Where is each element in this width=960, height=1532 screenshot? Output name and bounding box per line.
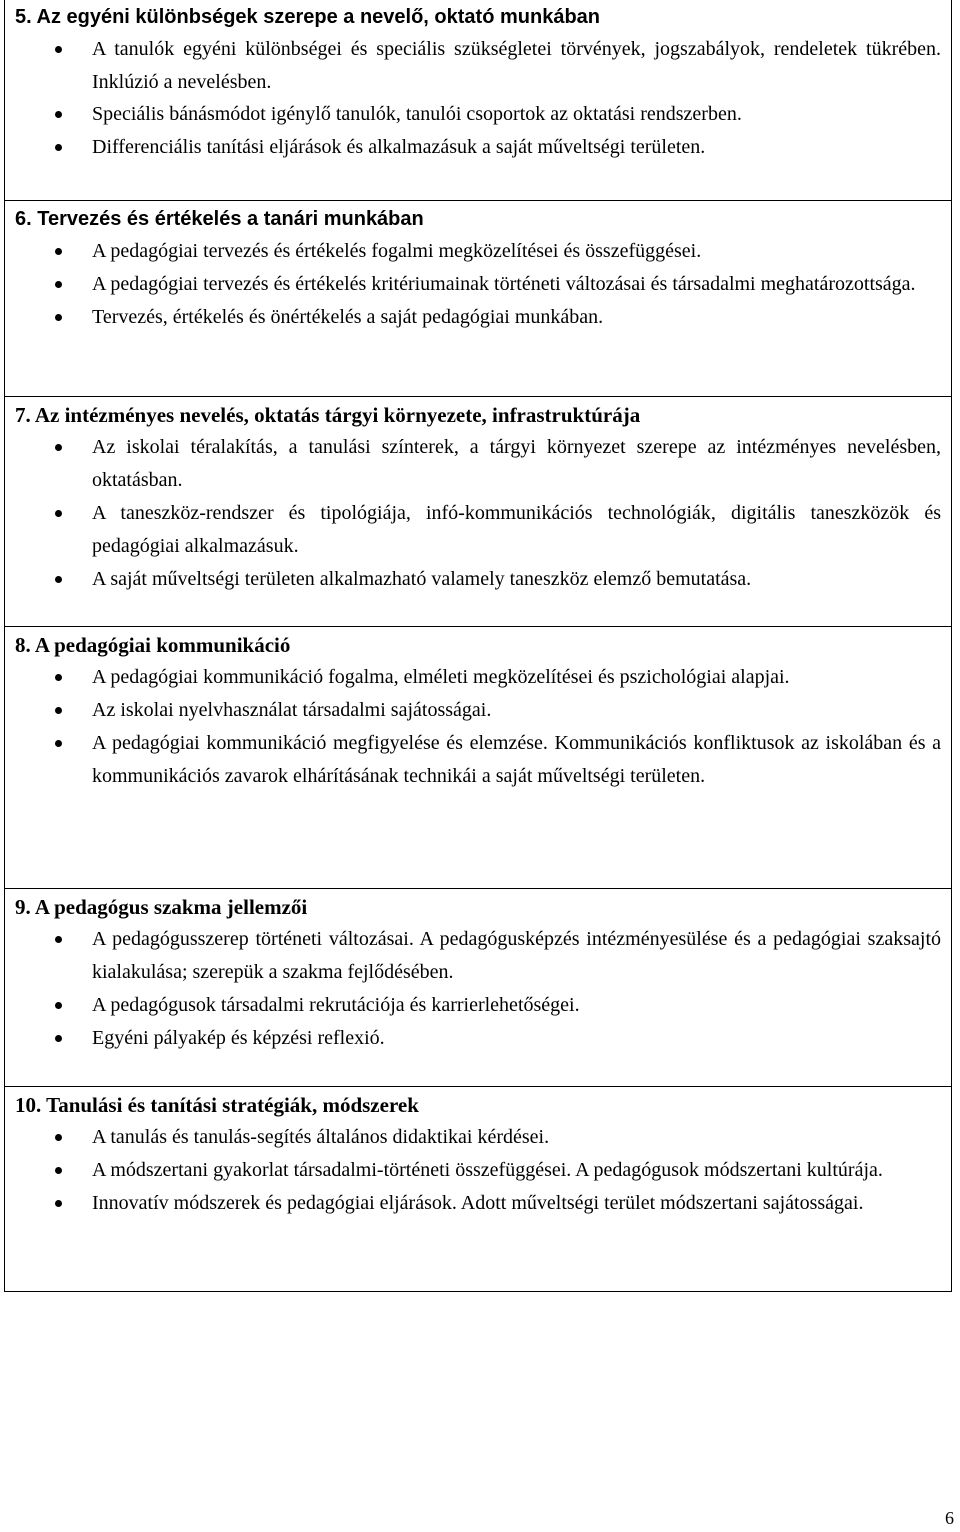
list-item-text: A tanulók egyéni különbségei és speciális szükségletei törvények, jogszabályok, rendeletek tükrében. Inklúzió a nevelésben. <box>92 38 941 93</box>
list-item <box>15 33 941 98</box>
bullet-icon <box>55 111 62 118</box>
bullet-icon <box>55 281 62 288</box>
list-item-text: Egyéni pályakép és képzési reflexió. <box>92 1027 385 1049</box>
bullet-list <box>15 33 941 163</box>
page-number: 6 <box>945 1508 954 1528</box>
list-item <box>15 727 941 793</box>
bullet-icon <box>55 674 62 681</box>
list-item-text: A pedagógusszerep történeti változásai. A pedagógusképzés intézményesülése és a pedagógiai szaksajtó kialakulása; szerepük a szakma fejlődésében. <box>92 928 941 983</box>
section-title: 6. Tervezés és értékelés a tanári munkában <box>15 208 424 230</box>
list-item <box>15 989 941 1022</box>
list-item <box>15 563 941 596</box>
list-item <box>15 1121 941 1154</box>
bullet-icon <box>55 576 62 583</box>
list-item <box>15 497 941 563</box>
bullet-icon <box>55 144 62 151</box>
bullet-icon <box>55 936 62 943</box>
bullet-icon <box>55 1035 62 1042</box>
bullet-icon <box>55 1134 62 1141</box>
section-7 <box>5 396 951 626</box>
bullet-icon <box>55 314 62 321</box>
list-item-text: A taneszköz-rendszer és tipológiája, infó-kommunikációs technológiák, digitális taneszközök és pedagógiai alkalmazásuk. <box>92 502 941 557</box>
section-6 <box>5 200 951 396</box>
list-item <box>15 1154 941 1187</box>
list-item-text: A pedagógusok társadalmi rekrutációja és karrierlehetőségei. <box>92 994 580 1016</box>
section-5 <box>5 0 951 200</box>
bullet-list <box>15 1121 941 1220</box>
section-title: 9. A pedagógus szakma jellemzői <box>15 895 308 919</box>
section-8 <box>5 626 951 888</box>
section-10 <box>5 1086 951 1291</box>
list-item-text: Tervezés, értékelés és önértékelés a saját pedagógiai munkában. <box>92 306 604 328</box>
list-item <box>15 301 941 334</box>
bullet-icon <box>55 1002 62 1009</box>
bullet-list <box>15 431 941 596</box>
list-item <box>15 431 941 497</box>
bullet-list <box>15 235 941 334</box>
section-title: 7. Az intézményes nevelés, oktatás tárgyi környezete, infrastruktúrája <box>15 403 641 427</box>
list-item-text: Az iskolai téralakítás, a tanulási színterek, a tárgyi környezet szerepe az intézményes nevelésben, oktatásban. <box>92 436 941 491</box>
section-title: 8. A pedagógiai kommunikáció <box>15 633 291 657</box>
bullet-list <box>15 661 941 793</box>
section-title: 10. Tanulási és tanítási stratégiák, módszerek <box>15 1093 419 1117</box>
bullet-icon <box>55 707 62 714</box>
list-item-text: A tanulás és tanulás-segítés általános didaktikai kérdései. <box>92 1126 550 1148</box>
list-item <box>15 235 941 268</box>
bullet-icon <box>55 46 62 53</box>
list-item <box>15 694 941 727</box>
list-item <box>15 268 941 301</box>
bullet-icon <box>55 510 62 517</box>
bullet-icon <box>55 1167 62 1174</box>
bullet-icon <box>55 740 62 747</box>
list-item-text: Az iskolai nyelvhasználat társadalmi sajátosságai. <box>92 699 492 721</box>
topics-table <box>4 0 952 1292</box>
list-item <box>15 131 941 164</box>
bullet-icon <box>55 1200 62 1207</box>
bullet-icon <box>55 444 62 451</box>
list-item-text: Differenciális tanítási eljárások és alkalmazásuk a saját műveltségi területen. <box>92 135 706 158</box>
list-item <box>15 1187 941 1220</box>
section-9 <box>5 888 951 1086</box>
list-item-text: A pedagógiai kommunikáció fogalma, elméleti megközelítései és pszichológiai alapjai. <box>92 666 790 688</box>
bullet-icon <box>55 248 62 255</box>
section-title: 5. Az egyéni különbségek szerepe a nevelő, oktató munkában <box>15 6 600 28</box>
list-item-text: Speciális bánásmódot igénylő tanulók, tanulói csoportok az oktatási rendszerben. <box>92 103 742 125</box>
list-item-text: A saját műveltségi területen alkalmazható valamely taneszköz elemző bemutatása. <box>92 568 752 590</box>
list-item <box>15 661 941 694</box>
list-item <box>15 1022 941 1055</box>
list-item-text: A pedagógiai tervezés és értékelés kritériumainak történeti változásai és társadalmi meghatározottsága. <box>92 273 916 295</box>
list-item <box>15 923 941 989</box>
list-item <box>15 98 941 131</box>
list-item-text: A módszertani gyakorlat társadalmi-történeti összefüggései. A pedagógusok módszertani kultúrája. <box>92 1159 883 1181</box>
list-item-text: Innovatív módszerek és pedagógiai eljárások. Adott műveltségi terület módszertani sajátosságai. <box>92 1192 864 1214</box>
list-item-text: A pedagógiai kommunikáció megfigyelése és elemzése. Kommunikációs konfliktusok az iskolában és a kommunikációs zavarok elhárításának technikái a saját műveltségi területen. <box>92 732 941 787</box>
bullet-list <box>15 923 941 1055</box>
list-item-text: A pedagógiai tervezés és értékelés fogalmi megközelítései és összefüggései. <box>92 240 702 262</box>
